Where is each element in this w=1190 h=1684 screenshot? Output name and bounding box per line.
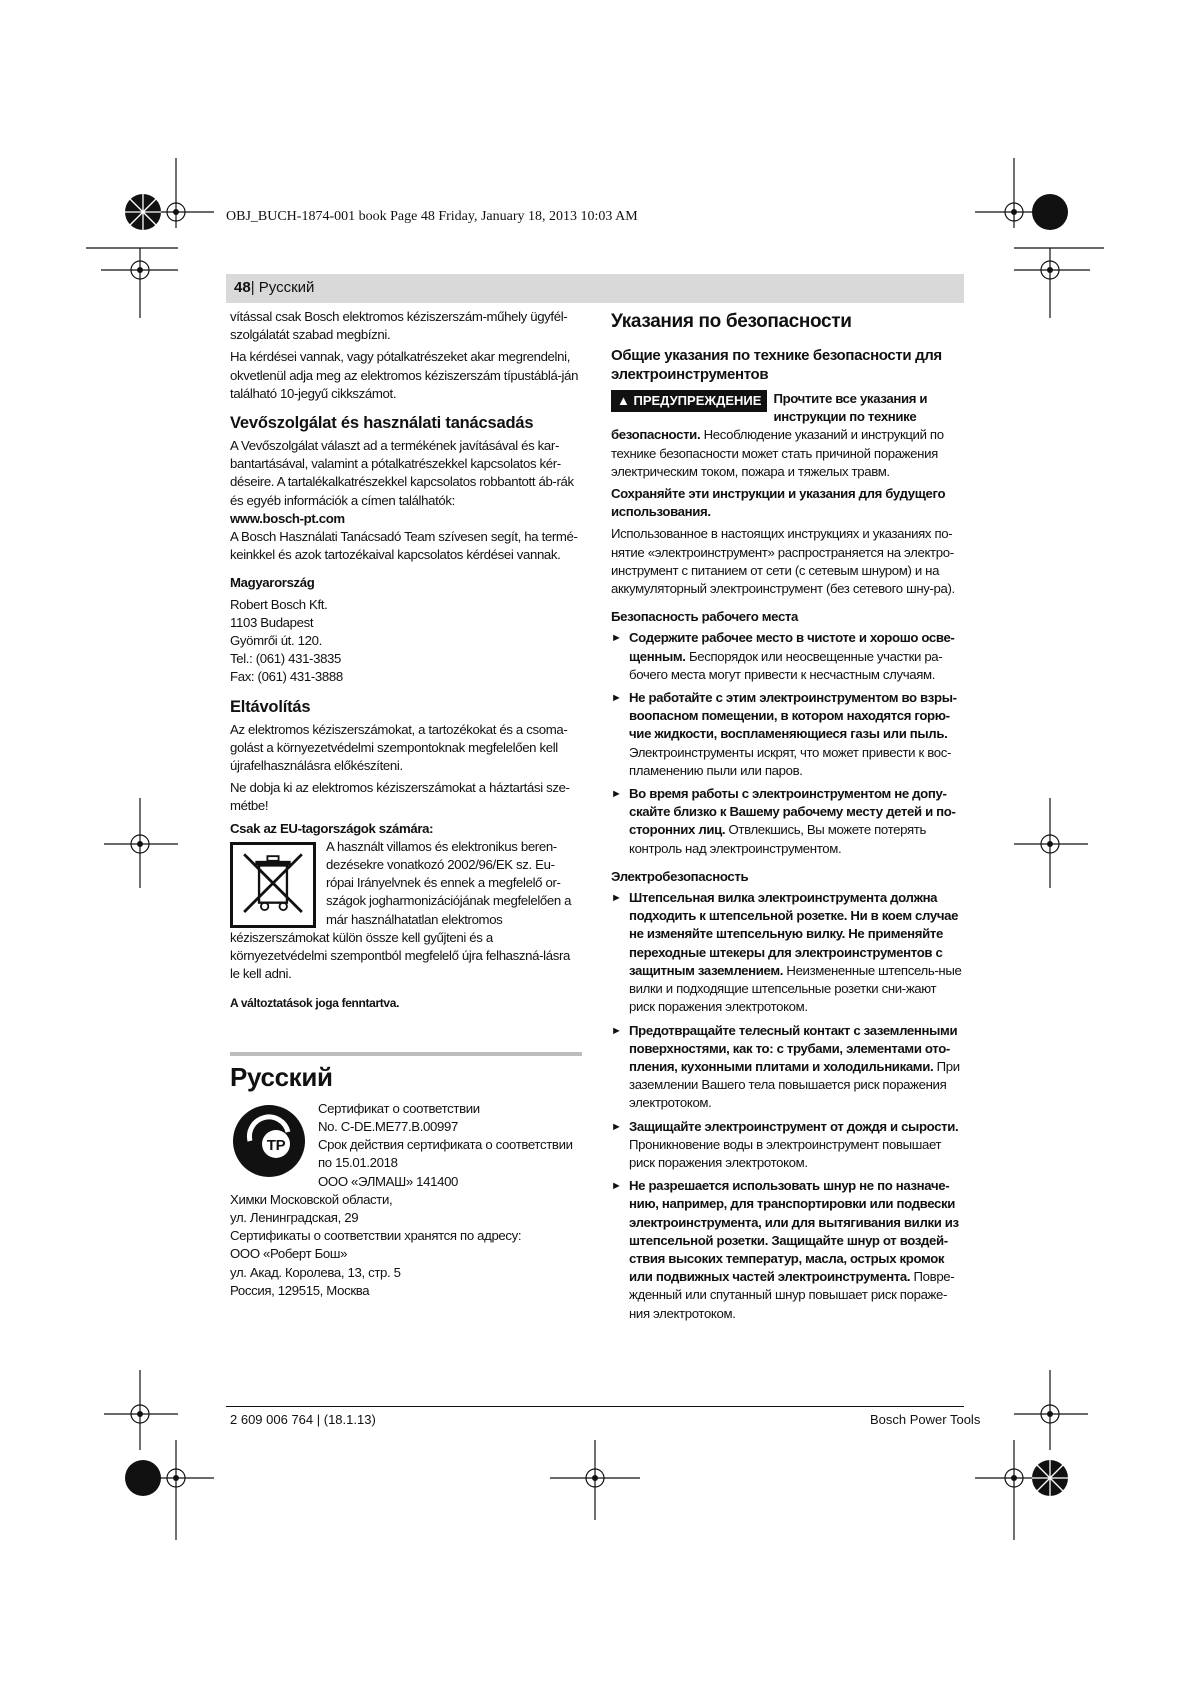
cert-block: TP Сертификат о соответствии No. C-DE.ME77.B.00997 Срок действия сертификата о соответствии по 15.01.2018 ООО «ЭЛМАШ» 141400 Химки Московской области, ул. Ленинградская, 29 [230, 1100, 573, 1225]
weee-bin-icon [230, 842, 316, 928]
intro-paragraph-1: vítással csak Bosch elektromos kéziszerszám-műhely ügyfél-szolgálatát szabad megbízni. [230, 309, 568, 343]
section-divider [230, 1052, 582, 1056]
heading-disposal: Eltávolítás [230, 697, 311, 716]
eu-block [230, 838, 582, 984]
list-item: ► Предотвращайте телесный контакт с заземленными поверхностями, как то: с трубами, элементами ото-пления, кухонными плитами и холодильниками. При заземлении Вашего тела повышается риск поражения электротоком. [611, 1022, 964, 1113]
footer-doc-number: 2 609 006 764 | (18.1.13) [230, 1412, 376, 1427]
heading-service: Vevőszolgálat és használati tanácsadás [230, 414, 534, 433]
list-item: ► Штепсельная вилка электроинструмента должна подходить к штепсельной розетке. Ни в коем случае не изменяйте штепсельную вилку. Не применяйте переходные штекеры для электроинструментов с защитным заземлением. Неизмененные штепсель-ные вилки и подходящие штепсельные розетки сни-жают риск поражения электротоком. [611, 889, 964, 1016]
list-item: ► Во время работы с электроинструментом не допу-скайте близко к Вашему рабочему месту детей и по-сторонних лиц. Отвлекшись, Вы можете потерять контроль над электроинструментом. [611, 785, 964, 858]
page-number: 48| Русский [234, 279, 315, 296]
service-url-link[interactable]: www.bosch-pt.com [230, 510, 345, 526]
warning-badge: ▲ ПРЕДУПРЕЖДЕНИЕ [611, 390, 767, 412]
gost-certification-logo [230, 1102, 308, 1180]
running-header [226, 274, 964, 303]
disposal-paragraph-1: Az elektromos kéziszerszámokat, a tartozékokat és a csoma-golást a környezetvédelmi szempontoknak megfelelően kell újrafelhasználásra előkészíteni. [230, 721, 568, 774]
svg-text:TP: TP [266, 1136, 286, 1154]
work-area-heading: Безопасность рабочего места [611, 609, 799, 625]
work-area-list [611, 629, 964, 857]
page-slug: OBJ_BUCH-1874-001 book Page 48 Friday, January 18, 2013 10:03 AM [226, 209, 638, 224]
electrical-safety-heading: Электробезопасность [611, 868, 749, 884]
disposal-paragraph-2: Ne dobja ki az elektromos kéziszerszámokat a háztartási sze-métbe! [230, 780, 570, 814]
left-column [230, 308, 582, 1300]
list-item: ► Защищайте электроинструмент от дождя и сырости. Проникновение воды в электроинструмент повышает риск поражения электротоком. [611, 1118, 964, 1173]
safety-heading: Указания по безопасности [611, 311, 852, 332]
footer-rule [226, 1406, 964, 1407]
intro-paragraph-2: Ha kérdései vannak, vagy pótalkatrészeket akar megrendelni, okvetlenül adja meg az elektromos kéziszerszám típustáblá-ján található 10-jegyű cikkszámot. [230, 349, 579, 401]
keep-instructions: Сохраняйте эти инструкции и указания для будущего использования. [611, 486, 946, 520]
country-heading: Magyarország [230, 575, 315, 591]
electrical-safety-list [611, 889, 964, 1323]
term-paragraph: Использованное в настоящих инструкциях и указаниях по-нятие «электроинструмент» распространяется на электро-инструмент с питанием от сети (с сетевым шнуром) и на аккумуляторный электроинструмент (без сетевого шну-ра). [611, 526, 955, 597]
list-item: ► Содержите рабочее место в чистоте и хорошо осве-щенным. Беспорядок или неосвещенные участки ра-бочего места могут привести к несчастным случаям. [611, 629, 964, 684]
russian-title: Русский [230, 1061, 333, 1092]
list-item: ► Не работайте с этим электроинструментом во взры-воопасном помещении, в котором находятся горю-чие жидкости, воспламеняющиеся газы или пыль. Электроинструменты искрят, что может привести к вос-пламенению пыли или паров. [611, 689, 964, 780]
footer-brand: Bosch Power Tools [870, 1412, 981, 1427]
address-block: Robert Bosch Kft. 1103 Budapest Gyömrői út. 120. Tel.: (061) 431-3835 Fax: (061) 431-3888 [230, 596, 343, 685]
eu-title: Csak az EU-tagországok számára: [230, 820, 434, 836]
warning-paragraph: ▲ ПРЕДУПРЕЖДЕНИЕ Прочтите все указания и инструкции по технике безопасности. Несоблюдение указаний и инструкций по технике безопасности может стать причиной поражения электрическим током, пожара и тяжелых травм. [611, 391, 944, 479]
eu-text: A használt villamos és elektronikus beren-dezésekre vonatkozó 2002/96/EK sz. Eu-rópai Irányelvnek és ennek a megfelelő or-szágok jogharmonizációjának megfelelően a már használhatatlan elektromos kéziszerszámokat külön össze kell gyűjteni és a környezetvédelmi szempontból megfelelő újra felhaszná-lásra le kell adni. [230, 838, 572, 982]
list-item: ► Не разрешается использовать шнур не по назначе-нию, например, для транспортировки или подвески электроинструмента, или для вытягивания вилки из штепсельной розетки. Защищайте шнур от воздей-ствия высоких температур, масла, острых кромок или подвижных частей электроинструмента. Повре-жденный или спутанный шнур повышает риск пораже-ния электротоком. [611, 1177, 964, 1323]
right-column [611, 308, 964, 1329]
warning-triangle-icon: ▲ [617, 393, 634, 408]
cert-storage-note: Сертификаты о соответствии хранятся по адресу: ООО «Роберт Бош» ул. Акад. Королева, 13, стр. 5 Россия, 129515, Москва [230, 1228, 522, 1298]
rights-reserved: A változtatások joga fenntartva. [230, 995, 400, 1010]
general-safety-heading: Общие указания по технике безопасности для электроинструментов [611, 347, 942, 383]
service-paragraph-1: A Vevőszolgálat választ ad a termékének javításával és kar-bantartásával, valamint a pótalkatrészekkel kapcsolatos kér-déseire. A tartalékalkatrészekkel kapcsolatos robbantott áb-rák és egyéb információk a címen találhatók: www.bosch-pt.com A Bosch Használati Tanácsadó Team szívesen segít, ha termé-keinkkel és azok tartozékaival kapcsolatos kérdései vannak. [230, 438, 578, 563]
